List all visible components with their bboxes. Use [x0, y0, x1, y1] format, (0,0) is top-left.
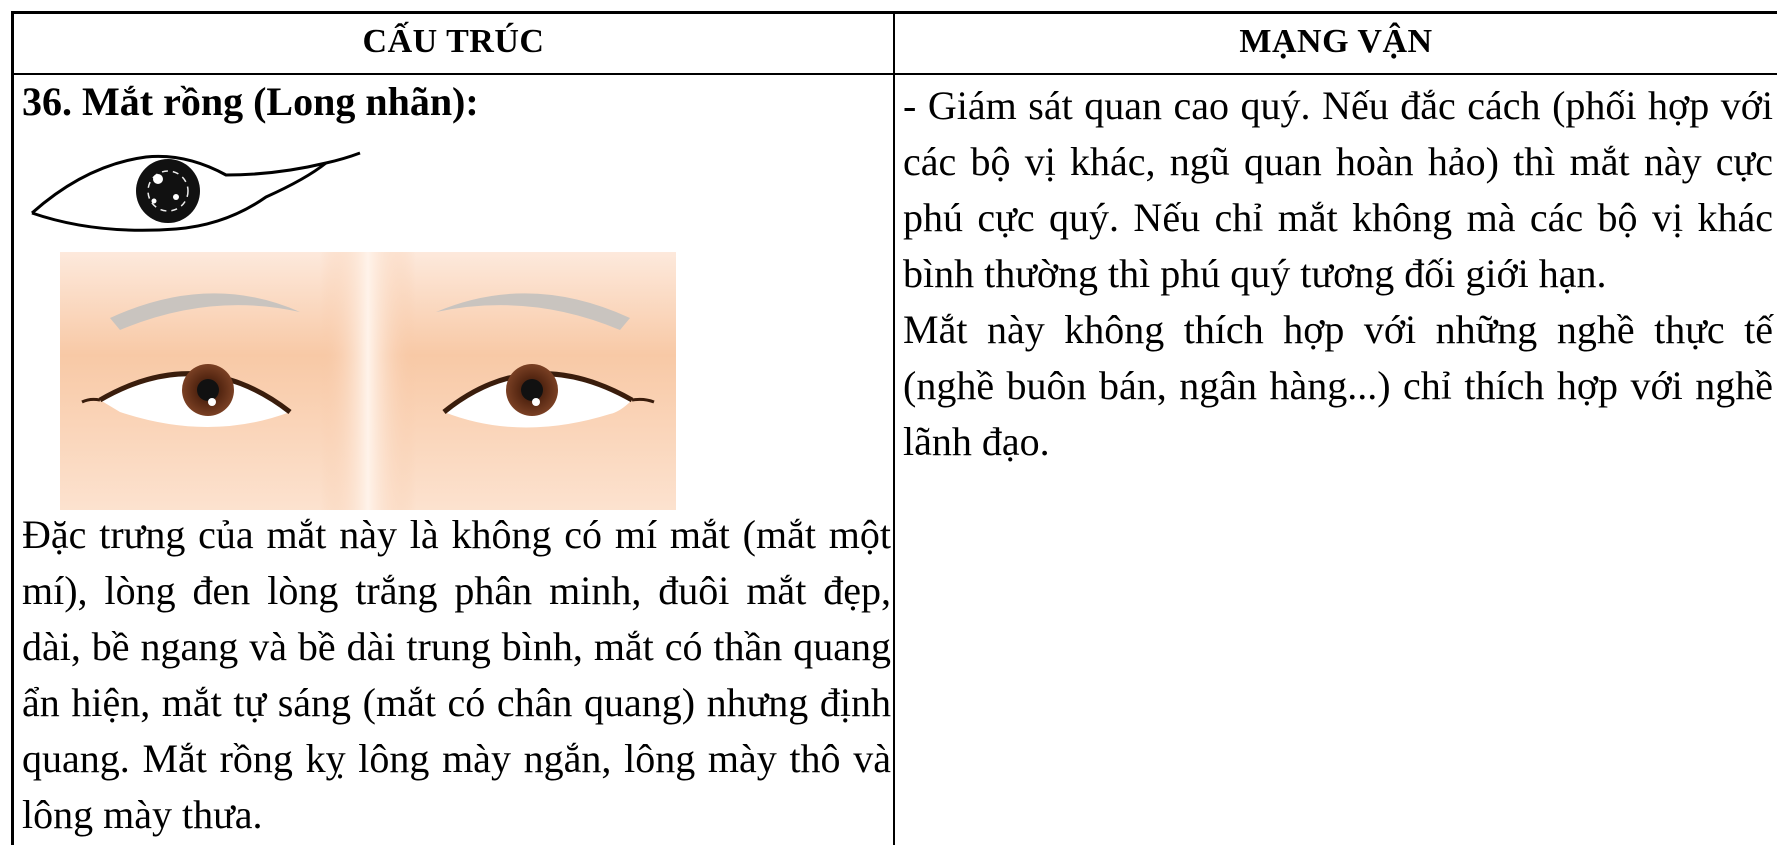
eyes-illustration [60, 252, 676, 510]
fortune-text [903, 78, 1773, 470]
column-header-fortune: MẠNG VẬN [1239, 23, 1433, 60]
eye-type-title: 36. Mắt rồng (Long nhãn): [22, 79, 479, 124]
column-header-structure: CẤU TRÚC [362, 23, 545, 60]
column-divider [893, 11, 895, 845]
fortune-paragraph-1: - Giám sát quan cao quý. Nếu đắc cách (phối hợp với các bộ vị khác, ngũ quan hoàn hảo) thì mắt này cực phú cực quý. Nếu chỉ mắt không mà các bộ vị khác bình thường thì phú quý tương đối giới hạn. [903, 83, 1773, 296]
eye-description: Đặc trưng của mắt này là không có mí mắt (mắt một mí), lòng đen lòng trắng phân minh, đuôi mắt đẹp, dài, bề ngang và bề dài trung bình, mắt có thần quang ẩn hiện, mắt tự sáng (mắt có chân quang) nhưng định quang. Mắt rồng kỵ lông mày ngắn, lông mày thô và lông mày thưa. [22, 512, 891, 837]
eye-sketch [26, 145, 380, 237]
fortune-paragraph-2: Mắt này không thích hợp với những nghề thực tế (nghề buôn bán, ngân hàng...) chỉ thích hợp với nghề lãnh đạo. [903, 307, 1773, 464]
